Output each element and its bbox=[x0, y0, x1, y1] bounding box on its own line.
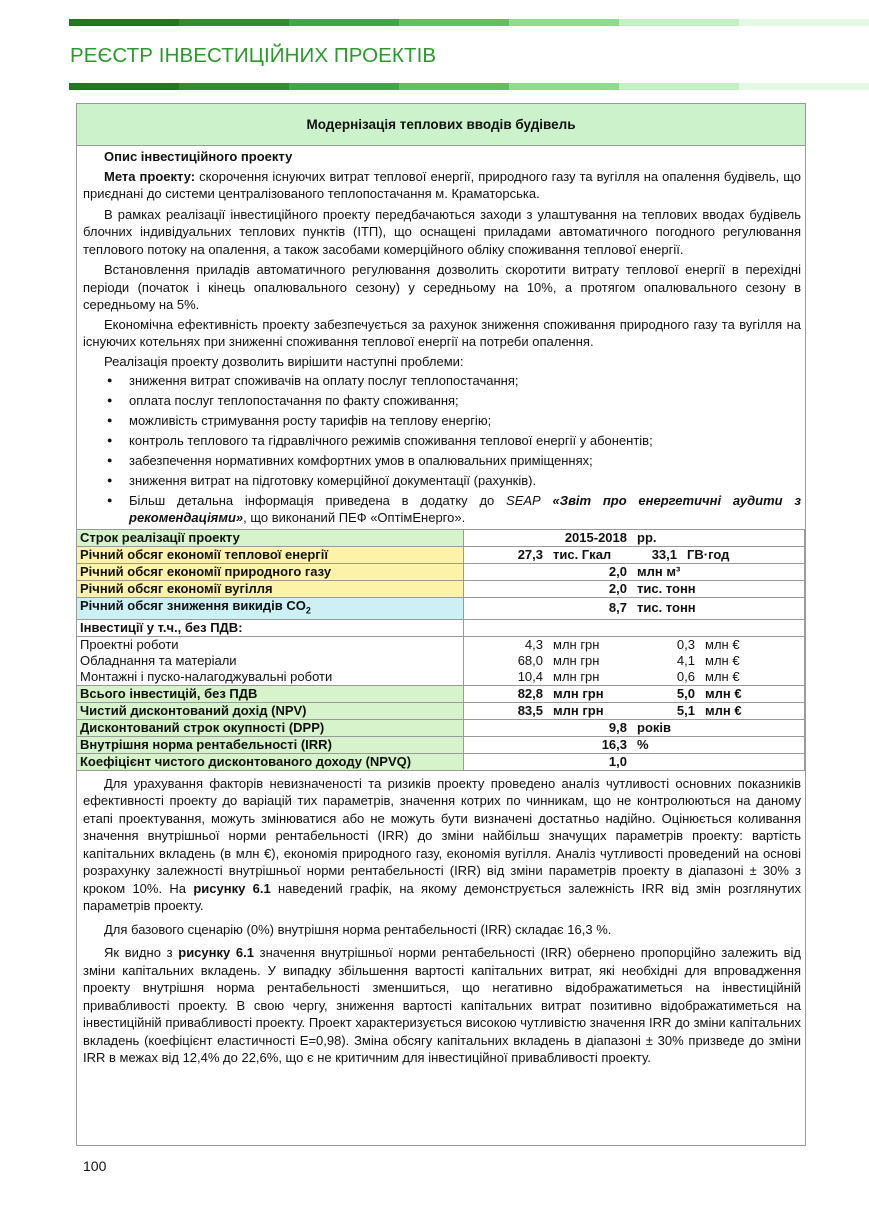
project-card bbox=[76, 103, 806, 1146]
description-paragraph: В рамках реалізації інвестиційного проекту передбачаються заходи з улаштування на теплових вводах будівель блочних індивідуальних теплових пунктів (ІТП), що оснащені приладами автоматичного погодного регулювання теплового потоку на опалення, а також засобами комерційного обліку споживання теплової енергії. bbox=[83, 206, 801, 257]
analysis-paragraph: Для урахування факторів невизначеності та ризиків проекту проведено аналіз чутливості основних показників ефективності проекту до варіацій тих параметрів, значення котрих по чинникам, що не контролюються на даному етапі проектування, можуть змінюватися або не можуть бути визначені достатньо надійно. Оцінюється коливання значення внутрішньої норми рентабельності (IRR) до зміни найбільш значущих параметрів проекту: вартість капітальних вкладень (в млн €), економія природного газу, економія вугілля. Аналіз чутливості проведений на основі розрахунку залежності внутрішньої норми рентабельності (IRR) від зміни параметрів проекту в діапазоні ± 30% з кроком 10%. На рисунку 6.1 наведений графік, на якому демонструється залежність IRR від змін розглянутих параметрів проекту. bbox=[83, 775, 801, 914]
total-investments-label: Всього інвестицій, без ПДВ bbox=[77, 685, 464, 702]
heat-label: Річний обсяг економії теплової енергії bbox=[77, 547, 464, 564]
table-row: Чистий дисконтований дохід (NPV) 83,5 млн грн 5,1 млн € bbox=[77, 702, 805, 719]
npv-label: Чистий дисконтований дохід (NPV) bbox=[77, 702, 464, 719]
list-item: ● зниження витрат споживачів на оплату послуг теплопостачання; bbox=[129, 372, 801, 389]
list-item: ● Більш детальна інформація приведена в додатку до SEAP «Звіт про енергетичні аудити з рекомендаціями», що виконаний ПЕФ «ОптімЕнерго». bbox=[129, 492, 801, 526]
project-title: Модернізація теплових вводів будівель bbox=[77, 104, 805, 146]
irr-label: Внутрішня норма рентабельності (IRR) bbox=[77, 736, 464, 753]
table-row: Коефіцієнт чистого дисконтованого доходу (NPVQ) 1,0 bbox=[77, 753, 805, 770]
goal-label: Мета проекту: bbox=[104, 168, 196, 184]
gas-label: Річний обсяг економії природного газу bbox=[77, 564, 464, 581]
list-item: ● забезпечення нормативних комфортних умов в опалювальних приміщеннях; bbox=[129, 452, 801, 469]
list-item: ● можливість стримування росту тарифів на теплову енергію; bbox=[129, 412, 801, 429]
description-paragraph: Встановлення приладів автоматичного регулювання дозволить скоротити витрату теплової енергії в перехідні періоди (початок і кінець опалювального сезону) у середньому на 10%, а протягом опалювального сезону в середньому на 5%. bbox=[83, 262, 801, 312]
problems-intro: Реалізація проекту дозволить вирішити наступні проблеми: bbox=[104, 353, 464, 369]
table-row: Всього інвестицій, без ПДВ 82,8 млн грн 5,0 млн € bbox=[77, 685, 805, 702]
goal-text: скорочення існуючих витрат теплової енергії, природного газу та вугілля на опалення будівель, що приєднані до системи централізованого теплопостачання м. Краматорська. bbox=[83, 168, 801, 201]
table-row: Річний обсяг економії вугілля 2,0 тис. тонн bbox=[77, 581, 805, 598]
page-number: 100 bbox=[83, 1158, 107, 1174]
description-paragraph: Економічна ефективність проекту забезпечується за рахунок зниження споживання природного газу та вугілля на існуючих котельнях при зниженні споживання теплової енергії на потреби опалення. bbox=[83, 316, 801, 349]
npvq-label: Коефіцієнт чистого дисконтованого доходу (NPVQ) bbox=[77, 753, 464, 770]
table-row bbox=[77, 619, 805, 636]
project-description bbox=[77, 146, 805, 526]
list-item: ● оплата послуг теплопостачання по факту споживання; bbox=[129, 392, 801, 409]
goal-paragraph bbox=[83, 168, 801, 203]
table-row: Річний обсяг зниження викидів $CO_2$ 8,7 тис. тонн bbox=[77, 598, 805, 620]
project-parameters-table bbox=[76, 529, 805, 771]
table-row: Дисконтований строк окупності (DPP) 9,8 років bbox=[77, 719, 805, 736]
list-item: ● зниження витрат на підготовку комерційної документації (рахунків). bbox=[129, 472, 801, 489]
header-bottom-stripe bbox=[69, 83, 869, 90]
analysis-paragraph: Для базового сценарію (0%) внутрішня норма рентабельності (IRR) складає 16,3 %. bbox=[104, 921, 612, 937]
analysis-paragraph: Як видно з рисунку 6.1 значення внутрішньої норми рентабельності (IRR) обернено пропорційно залежить від зміни капітальних вкладень. У випадку збільшення вартості капітальних витрат, які необхідні для впровадження проекту внутрішня норма рентабельності зменшиться, що негативно відображатиметься на інвестиційній привабливості проекту. В свою чергу, зниження вартості капітальних витрат позитивно відображатиметься на інвестиційній привабливості проекту. Проект характеризується високою чутливістю значення IRR до зміни капітальних вкладень (коефіцієнт еластичності Е=0,98). Зміна обсягу капітальних вкладень в діапазоні ± 30% призведе до зміни IRR в межах від 12,4% до 22,6%, що є не критичним для інвестиційної привабливості проекту. bbox=[83, 945, 801, 1066]
table-row: Проектні роботи 4,3 млн грн 0,3 млн € bbox=[77, 636, 805, 653]
coal-label: Річний обсяг економії вугілля bbox=[77, 581, 464, 598]
table-row: Внутрішня норма рентабельності (IRR) 16,3 % bbox=[77, 736, 805, 753]
page-header-title: РЕЄСТР ІНВЕСТИЦІЙНИХ ПРОЕКТІВ bbox=[70, 44, 437, 67]
sensitivity-analysis bbox=[77, 771, 805, 1067]
problems-list bbox=[83, 372, 801, 526]
investments-heading: Інвестиції у т.ч., без ПДВ: bbox=[77, 619, 464, 636]
term-label: Строк реалізації проекту bbox=[77, 530, 464, 547]
table-row: Монтажні і пуско-налагоджувальні роботи 10,4 млн грн 0,6 млн € bbox=[77, 669, 805, 686]
table-row: Річний обсяг економії природного газу 2,0 млн м³ bbox=[77, 564, 805, 581]
dpp-label: Дисконтований строк окупності (DPP) bbox=[77, 719, 464, 736]
description-heading: Опис інвестиційного проекту bbox=[104, 149, 293, 164]
table-row: Річний обсяг економії теплової енергії 27,3 тис. Гкал 33,1 ГВ·год bbox=[77, 547, 805, 564]
table-row: Обладнання та матеріали 68,0 млн грн 4,1 млн € bbox=[77, 653, 805, 669]
table-row: Строк реалізації проекту 2015-2018 рр. bbox=[77, 530, 805, 547]
list-item: ● контроль теплового та гідравлічного режимів споживання теплової енергії у абонентів; bbox=[129, 432, 801, 449]
co2-label: Річний обсяг зниження викидів $CO_2$ bbox=[77, 598, 464, 620]
header-top-stripe bbox=[69, 19, 869, 26]
